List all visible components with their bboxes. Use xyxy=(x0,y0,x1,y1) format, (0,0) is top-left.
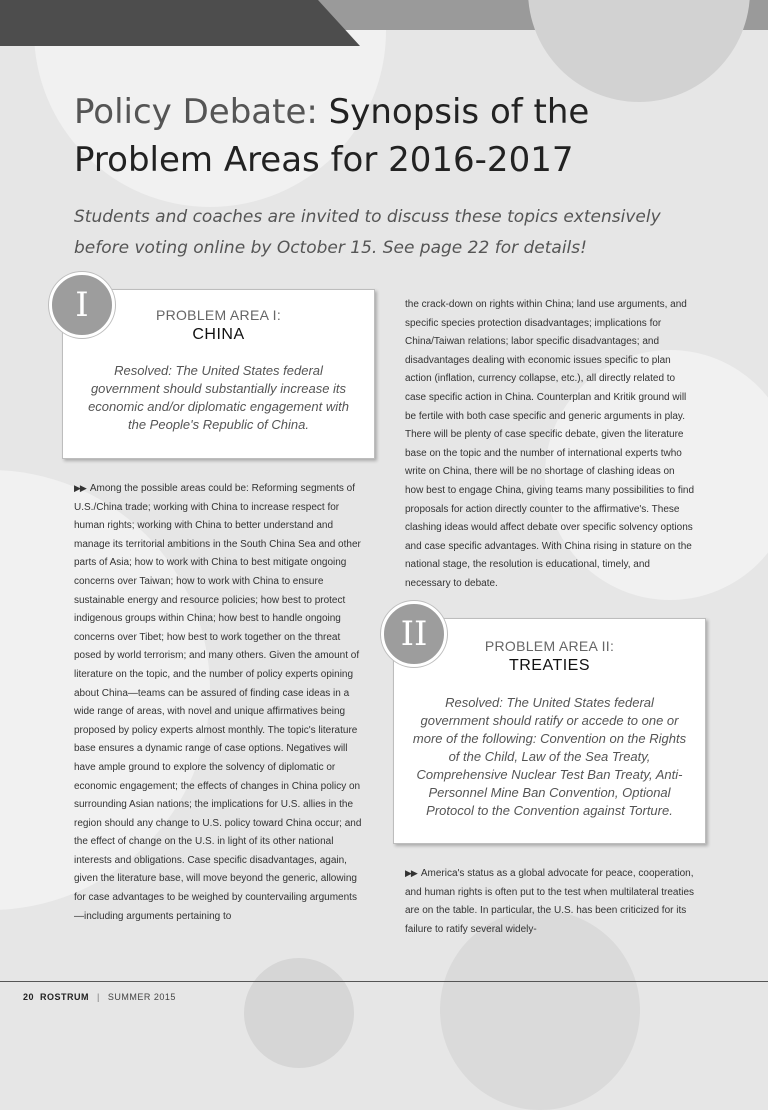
problem-area-1-body xyxy=(74,479,364,926)
header-circle xyxy=(528,0,750,102)
background-circle-bottom-right xyxy=(440,910,640,1110)
problem-area-1-name: CHINA xyxy=(192,326,245,343)
problem-area-1-numeral: I xyxy=(49,272,115,338)
header-bar-dark xyxy=(0,0,360,46)
problem-area-1-resolution: Resolved: The United States federal government should substantially increase its economic and/or diplomatic engagement with the People's Republic of China. xyxy=(88,363,349,432)
problem-area-1-body-continued: the crack-down on rights within China; land use arguments, and specific species protection disadvantages; implications for China/Taiwan relations; labor specific disadvantages; and disadvantages dealing with economic issues specific to plan action (inflation, currency collapse, etc.), all directly related to case specific action in China. Counterplan and Kritik ground will be fertile with both case specific and generic arguments in play. There will be plenty of case specific debate, given the literature base on the topic and the number of international experts twho write on China, there will be no shortage of clashing ideas on how best to engage China, giving teams many possibilities to find proposals for action directly counter to the affirmative's. These clashing ideas would affect debate over specific solvency options and case specific advantages. With China rising in stature on the national stage, the resolution is educational, timely, and necessary to debate. xyxy=(405,299,695,589)
problem-area-2-body-text: America's status as a global advocate for peace, cooperation, and human rights is often put to the test when multilateral treaties are on the table. In particular, the U.S. has been criticized for its failure to ratify several widely- xyxy=(405,868,695,935)
problem-area-2-body xyxy=(405,864,695,939)
problem-area-2-label: PROBLEM AREA II: xyxy=(484,638,615,654)
problem-area-2-numeral: II xyxy=(381,601,447,667)
issue-label: SUMMER 2015 xyxy=(107,992,176,1002)
footer-divider xyxy=(0,981,768,982)
arrow-bullet-icon: ▶▶ xyxy=(405,868,417,878)
background-circle-bottom-center xyxy=(244,958,354,1068)
footer-separator: | xyxy=(97,992,100,1002)
problem-area-1-body-text: Among the possible areas could be: Reforming segments of U.S./China trade; working with China to increase respect for human rights; working with China to better understand and manage its territorial ambitions in the South China Sea and other parts of Asia; how to work with China to best mitigate ongoing concerns over Taiwan; how to work with China to ensure sustainable energy and resource policies; how best to protect indigenous groups within China; how best to handle ongoing concerns over Tibet; how best to work together on the threat posed by world terrorism; and many others. Given the amount of literature on the topic, and the number of policy experts opining about China—teams can be assured of finding case ideas in a wide range of areas, with novel and unique affirmatives being proposed by policy experts almost monthly. The topic's literature base ensures a dynamic range of case options. Negatives will have ample ground to explore the solvency of diplomatic or economic engagement; the effects of changes in China policy on surrounding Asian nations; the implications for U.S. allies in the region should any change to U.S. policy toward China occur; and the effect of change on the U.S. in light of its other national interests and obligations. Case specific disadvantages, again, given the literature base, will move beyond the generic, allowing for case advantages to be weighed by countervailing arguments—including arguments pertaining to xyxy=(74,483,362,922)
publication-name: ROSTRUM xyxy=(40,992,90,1002)
problem-area-2-resolution: Resolved: The United States federal government should ratify or accede to one or more of the following: Convention on the Rights of the Child, Law of the Sea Treaty, Comprehensive Nuclear Test Ban Treaty, Anti-Personnel Mine Ban Convention, Optional Protocol to the Convention against Torture. xyxy=(412,695,687,818)
problem-area-2-name: TREATIES xyxy=(508,657,591,674)
arrow-bullet-icon: ▶▶ xyxy=(74,483,86,493)
page-title xyxy=(74,88,714,184)
page-subtitle: Students and coaches are invited to discuss these topics extensively before voting online by October 15. See page 22 for details! xyxy=(74,207,661,258)
title-prefix: Policy Debate: xyxy=(74,92,329,132)
page-footer xyxy=(23,992,176,1002)
title-main: Synopsis of the Problem Areas for 2016-2017 xyxy=(74,92,590,180)
problem-area-1-label: PROBLEM AREA I: xyxy=(155,307,282,323)
page-number: 20 xyxy=(23,992,35,1002)
